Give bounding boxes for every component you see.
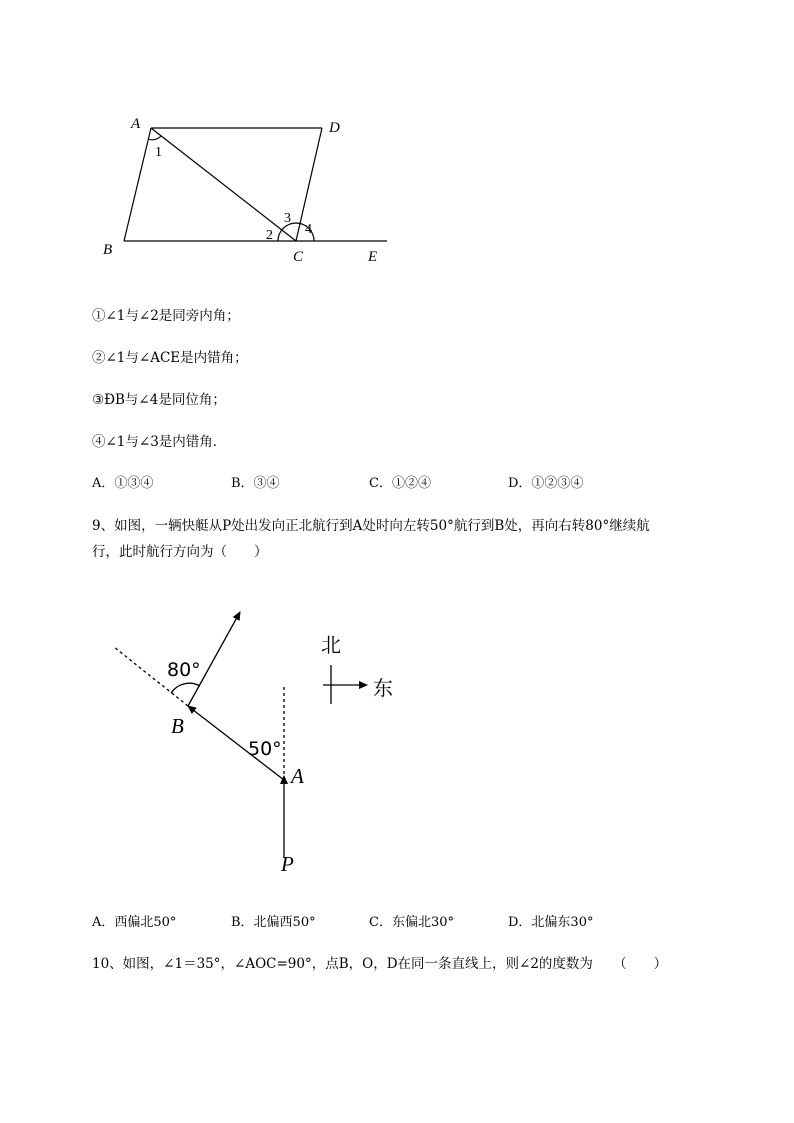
- figure-boat-route: [105, 600, 415, 885]
- segment-AB: [124, 128, 151, 241]
- label-P: P: [281, 852, 294, 876]
- q9-option-b: B．北偏西50°: [231, 915, 316, 930]
- q9-question-line2: 行，此时航行方向为（ ）: [92, 544, 268, 560]
- angle-label-1: 1: [155, 145, 162, 160]
- statement-1: ①∠1与∠2是同旁内角；: [92, 308, 240, 324]
- label-A: A: [291, 764, 304, 788]
- label-C: C: [293, 249, 304, 265]
- q9-question-line1: 9、如图，一辆快艇从P处出发向正北航行到A处时向左转50°航行到B处，再向右转80°继续航: [92, 518, 650, 534]
- angle-label-3: 3: [284, 211, 291, 226]
- q9-option-a: A．西偏北50°: [92, 915, 177, 930]
- statement-3: ③ÐB与∠4是同位角；: [92, 392, 226, 408]
- label-A: A: [131, 116, 141, 132]
- angle-arc-1: [148, 136, 161, 140]
- angle-label-50: 50°: [248, 738, 282, 760]
- q8-option-a: A．①③④: [92, 476, 154, 491]
- q8-option-b: B．③④: [231, 476, 280, 491]
- statement-2: ②∠1与∠ACE是内错角；: [92, 350, 248, 366]
- angle-label-80: 80°: [167, 659, 201, 681]
- q9-option-d: D．北偏东30°: [508, 915, 594, 930]
- q9-option-c: C．东偏北30°: [369, 915, 454, 930]
- angle-label-2: 2: [266, 228, 273, 243]
- q10-question: 10、如图，∠1＝35°，∠AOC=90°，点B，O，D在同一条直线上，则∠2的度数为 （ ）: [92, 956, 668, 972]
- label-B: B: [103, 242, 113, 258]
- label-D: D: [329, 120, 340, 136]
- figure-parallelogram: [95, 108, 405, 273]
- q8-option-d: D．①②③④: [508, 476, 584, 491]
- angle-label-4: 4: [305, 222, 312, 237]
- statement-4: ④∠1与∠3是内错角．: [92, 434, 227, 450]
- segment-AC: [151, 128, 296, 241]
- label-E: E: [368, 249, 378, 265]
- q8-option-c: C．①②④: [369, 476, 431, 491]
- compass-north-label: 北: [321, 633, 341, 657]
- label-B: B: [171, 714, 184, 738]
- compass-east-label: 东: [373, 676, 393, 700]
